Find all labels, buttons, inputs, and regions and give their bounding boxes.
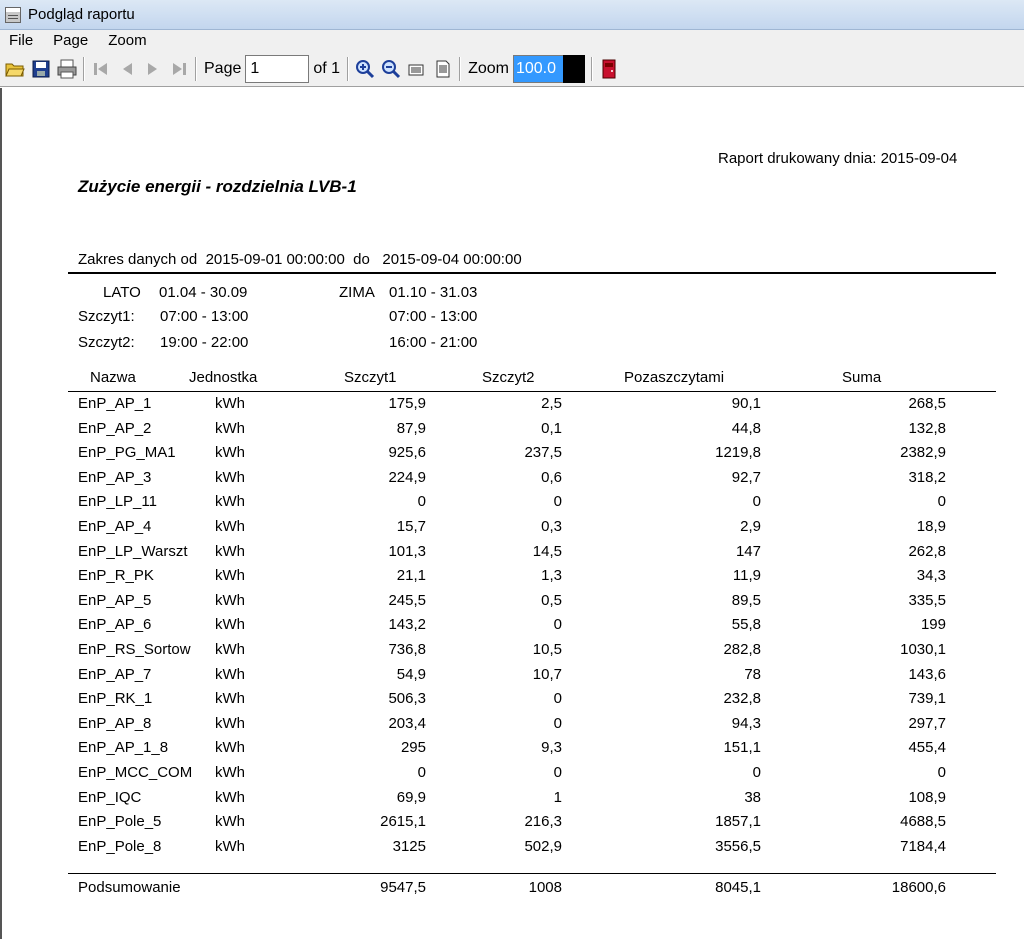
cell-pozaszczytami: 90,1 (731, 395, 761, 412)
cell-jednostka: kWh (215, 739, 245, 757)
cell-nazwa: EnP_IQC (78, 788, 142, 806)
page-count-label: of 1 (313, 59, 341, 77)
toolbar-separator (347, 57, 349, 81)
cell-jednostka: kWh (215, 665, 245, 683)
cell-szczyt1: 21,1 (396, 567, 426, 585)
cell-szczyt1: 736,8 (388, 641, 426, 658)
cell-nazwa: EnP_RS_Sortow (78, 641, 191, 658)
cell-pozaszczytami: 232,8 (723, 690, 761, 708)
cell-szczyt1: 224,9 (388, 468, 426, 486)
szczyt2-label: Szczyt2: (78, 334, 135, 351)
cell-suma: 318,2 (908, 468, 946, 486)
zoom-input[interactable] (513, 55, 563, 83)
cell-szczyt1: 506,3 (388, 690, 426, 708)
cell-nazwa: EnP_MCC_COM (78, 764, 193, 781)
column-header-szczyt2: Szczyt2 (482, 369, 535, 386)
table-row (2, 444, 1024, 468)
cell-szczyt1: 925,6 (388, 444, 426, 462)
cell-suma: 297,7 (908, 714, 946, 732)
szczyt2-zima: 16:00 - 21:00 (389, 334, 478, 351)
cell-jednostka: kWh (215, 542, 245, 560)
cell-jednostka: kWh (215, 641, 245, 658)
table-row (2, 715, 1024, 739)
cell-szczyt1: 143,2 (388, 616, 426, 634)
table-row (2, 469, 1024, 493)
report-printed-date: Raport drukowany dnia: 2015-09-04 (718, 150, 958, 167)
cell-suma: 0 (937, 493, 946, 511)
szczyt2-lato: 19:00 - 22:00 (160, 334, 249, 351)
szczyt1-zima: 07:00 - 13:00 (389, 308, 478, 325)
cell-szczyt2: 0 (553, 764, 562, 781)
page-label: Page (204, 59, 242, 77)
cell-pozaszczytami: 147 (735, 542, 761, 560)
cell-pozaszczytami: 38 (744, 788, 761, 806)
cell-szczyt2: 1,3 (541, 567, 562, 585)
toolbar (0, 51, 1024, 87)
summary-szczyt2: 1008 (528, 879, 562, 896)
cell-szczyt2: 0,5 (541, 591, 562, 609)
cell-szczyt1: 0 (417, 493, 426, 511)
cell-szczyt2: 0,6 (541, 468, 562, 486)
table-row (2, 567, 1024, 591)
report-title: Zużycie energii - rozdzielnia LVB-1 (78, 177, 357, 196)
column-header-pozaszczytami: Pozaszczytami (624, 369, 725, 386)
cell-nazwa: EnP_RK_1 (78, 690, 153, 708)
cell-szczyt2: 0,3 (541, 518, 562, 535)
cell-pozaszczytami: 44,8 (731, 419, 761, 437)
cell-jednostka: kWh (215, 837, 245, 855)
cell-szczyt1: 69,9 (396, 788, 426, 806)
cell-szczyt2: 0 (553, 714, 562, 732)
cell-szczyt1: 101,3 (388, 542, 426, 560)
cell-szczyt2: 502,9 (524, 837, 562, 855)
table-row (2, 838, 1024, 862)
column-header-suma: Suma (842, 369, 882, 386)
table-row (2, 395, 1024, 419)
menu-file[interactable]: File (9, 32, 34, 49)
summary-szczyt1: 9547,5 (380, 879, 426, 896)
cell-suma: 199 (920, 616, 946, 634)
cell-jednostka: kWh (215, 813, 245, 831)
cell-jednostka: kWh (215, 591, 245, 609)
cell-pozaszczytami: 0 (752, 493, 761, 511)
cell-suma: 108,9 (908, 788, 946, 806)
cell-suma: 132,8 (908, 419, 946, 437)
table-row (2, 493, 1024, 517)
cell-nazwa: EnP_AP_1 (78, 395, 152, 412)
cell-szczyt2: 2,5 (541, 395, 562, 412)
cell-jednostka: kWh (215, 493, 245, 511)
table-row (2, 789, 1024, 813)
cell-szczyt1: 87,9 (396, 419, 426, 437)
menu-page[interactable]: Page (53, 32, 89, 49)
cell-pozaszczytami: 2,9 (740, 518, 761, 535)
cell-pozaszczytami: 282,8 (723, 641, 761, 658)
zoom-in-icon[interactable] (352, 56, 378, 82)
cell-pozaszczytami: 3556,5 (715, 837, 761, 855)
cell-nazwa: EnP_Pole_5 (78, 813, 162, 831)
cell-szczyt1: 295 (400, 739, 426, 757)
summary-row (2, 879, 1024, 903)
cell-nazwa: EnP_AP_6 (78, 616, 152, 634)
cell-szczyt1: 15,7 (396, 518, 426, 535)
szczyt1-label: Szczyt1: (78, 308, 135, 325)
cell-jednostka: kWh (215, 518, 245, 535)
cell-suma: 2382,9 (900, 444, 946, 462)
cell-jednostka: kWh (215, 788, 245, 806)
toolbar-separator (459, 57, 461, 81)
cell-nazwa: EnP_AP_3 (78, 468, 152, 486)
summary-suma: 18600,6 (891, 879, 946, 896)
summary-label: Podsumowanie (78, 879, 181, 896)
zima-label: ZIMA (339, 284, 375, 301)
report-page (0, 88, 1024, 939)
open-folder-icon[interactable] (2, 56, 28, 82)
zima-range: 01.10 - 31.03 (389, 284, 478, 301)
toolbar-separator (83, 57, 85, 81)
cell-szczyt1: 0 (417, 764, 426, 781)
zoom-label: Zoom (468, 59, 509, 77)
summary-pozaszczytami: 8045,1 (715, 879, 761, 896)
toolbar-separator (195, 57, 197, 81)
cell-szczyt2: 14,5 (532, 542, 562, 560)
cell-suma: 0 (937, 764, 946, 781)
cell-nazwa: EnP_AP_1_8 (78, 739, 169, 757)
cell-nazwa: EnP_Pole_8 (78, 837, 162, 855)
table-row (2, 420, 1024, 444)
cell-suma: 455,4 (908, 739, 946, 757)
zoom-combobox[interactable] (513, 55, 585, 83)
cell-szczyt2: 10,5 (532, 641, 562, 658)
cell-szczyt1: 54,9 (396, 665, 426, 683)
table-row (2, 666, 1024, 690)
cell-jednostka: kWh (215, 444, 245, 462)
cell-jednostka: kWh (215, 395, 245, 412)
lato-range: 01.04 - 30.09 (159, 284, 248, 301)
table-row (2, 813, 1024, 837)
menu-zoom[interactable]: Zoom (108, 32, 147, 49)
table-row (2, 518, 1024, 542)
table-row (2, 739, 1024, 763)
cell-szczyt1: 3125 (392, 837, 426, 855)
cell-szczyt1: 175,9 (388, 395, 426, 412)
cell-suma: 262,8 (908, 542, 946, 560)
lato-label: LATO (103, 284, 141, 301)
cell-szczyt2: 216,3 (524, 813, 562, 831)
cell-suma: 1030,1 (900, 641, 946, 658)
page-width-icon[interactable] (404, 56, 430, 82)
page-number-input[interactable] (245, 55, 309, 83)
whole-page-icon[interactable] (430, 56, 456, 82)
cell-jednostka: kWh (215, 567, 245, 585)
exit-door-icon[interactable] (596, 56, 622, 82)
cell-jednostka: kWh (215, 714, 245, 732)
cell-pozaszczytami: 55,8 (731, 616, 761, 634)
cell-szczyt1: 2615,1 (380, 813, 426, 831)
print-icon[interactable] (54, 56, 80, 82)
column-header-jednostka: Jednostka (189, 369, 258, 386)
cell-nazwa: EnP_AP_2 (78, 419, 152, 437)
cell-szczyt2: 9,3 (541, 739, 562, 757)
cell-nazwa: EnP_AP_7 (78, 665, 152, 683)
report-app-icon (5, 7, 21, 23)
save-icon[interactable] (28, 56, 54, 82)
table-row (2, 543, 1024, 567)
column-header-szczyt1: Szczyt1 (344, 369, 397, 386)
table-row (2, 592, 1024, 616)
cell-nazwa: EnP_AP_4 (78, 518, 152, 535)
cell-jednostka: kWh (215, 419, 245, 437)
cell-jednostka: kWh (215, 616, 245, 634)
szczyt1-lato: 07:00 - 13:00 (160, 308, 249, 325)
cell-pozaszczytami: 151,1 (723, 739, 761, 757)
table-row (2, 641, 1024, 665)
first-page-icon[interactable] (88, 56, 114, 82)
cell-jednostka: kWh (215, 468, 245, 486)
last-page-icon[interactable] (166, 56, 192, 82)
cell-szczyt1: 203,4 (388, 714, 426, 732)
column-header-nazwa: Nazwa (90, 369, 136, 386)
cell-suma: 335,5 (908, 591, 946, 609)
cell-szczyt1: 245,5 (388, 591, 426, 609)
summary-divider (68, 873, 996, 874)
data-range: Zakres danych od 2015-09-01 00:00:00 do 2015-09-04 00:00:00 (78, 251, 522, 268)
previous-page-icon[interactable] (114, 56, 140, 82)
window-title: Podgląd raportu (28, 6, 135, 23)
cell-nazwa: EnP_AP_5 (78, 591, 152, 609)
cell-pozaszczytami: 92,7 (731, 468, 761, 486)
cell-nazwa: EnP_R_PK (78, 567, 154, 585)
cell-suma: 143,6 (908, 665, 946, 683)
cell-pozaszczytami: 94,3 (731, 714, 761, 732)
cell-suma: 4688,5 (900, 813, 946, 831)
title-bar (0, 0, 1024, 30)
cell-pozaszczytami: 1219,8 (715, 444, 761, 462)
cell-suma: 7184,4 (900, 837, 946, 855)
header-divider (68, 391, 996, 392)
cell-nazwa: EnP_LP_11 (78, 493, 157, 511)
menu-bar (0, 30, 1024, 51)
toolbar-separator (591, 57, 593, 81)
zoom-dropdown-button[interactable] (563, 55, 585, 83)
cell-szczyt2: 1 (553, 788, 562, 806)
next-page-icon[interactable] (140, 56, 166, 82)
cell-suma: 739,1 (908, 690, 946, 708)
cell-suma: 268,5 (908, 395, 946, 412)
zoom-out-icon[interactable] (378, 56, 404, 82)
cell-pozaszczytami: 1857,1 (715, 813, 761, 831)
table-row (2, 690, 1024, 714)
cell-szczyt2: 10,7 (532, 665, 562, 683)
cell-jednostka: kWh (215, 764, 245, 781)
cell-pozaszczytami: 89,5 (731, 591, 761, 609)
cell-szczyt2: 0 (553, 616, 562, 634)
table-row (2, 764, 1024, 788)
cell-pozaszczytami: 11,9 (732, 567, 761, 585)
cell-nazwa: EnP_AP_8 (78, 714, 152, 732)
cell-suma: 18,9 (916, 518, 946, 535)
range-divider (68, 272, 996, 274)
cell-szczyt2: 237,5 (524, 444, 562, 462)
cell-szczyt2: 0,1 (541, 419, 562, 437)
cell-pozaszczytami: 78 (744, 665, 761, 683)
table-row (2, 616, 1024, 640)
cell-jednostka: kWh (215, 690, 245, 708)
cell-suma: 34,3 (916, 567, 946, 585)
cell-szczyt2: 0 (553, 493, 562, 511)
cell-szczyt2: 0 (553, 690, 562, 708)
cell-nazwa: EnP_LP_Warszt (78, 542, 188, 560)
cell-nazwa: EnP_PG_MA1 (78, 444, 176, 462)
cell-pozaszczytami: 0 (752, 764, 761, 781)
